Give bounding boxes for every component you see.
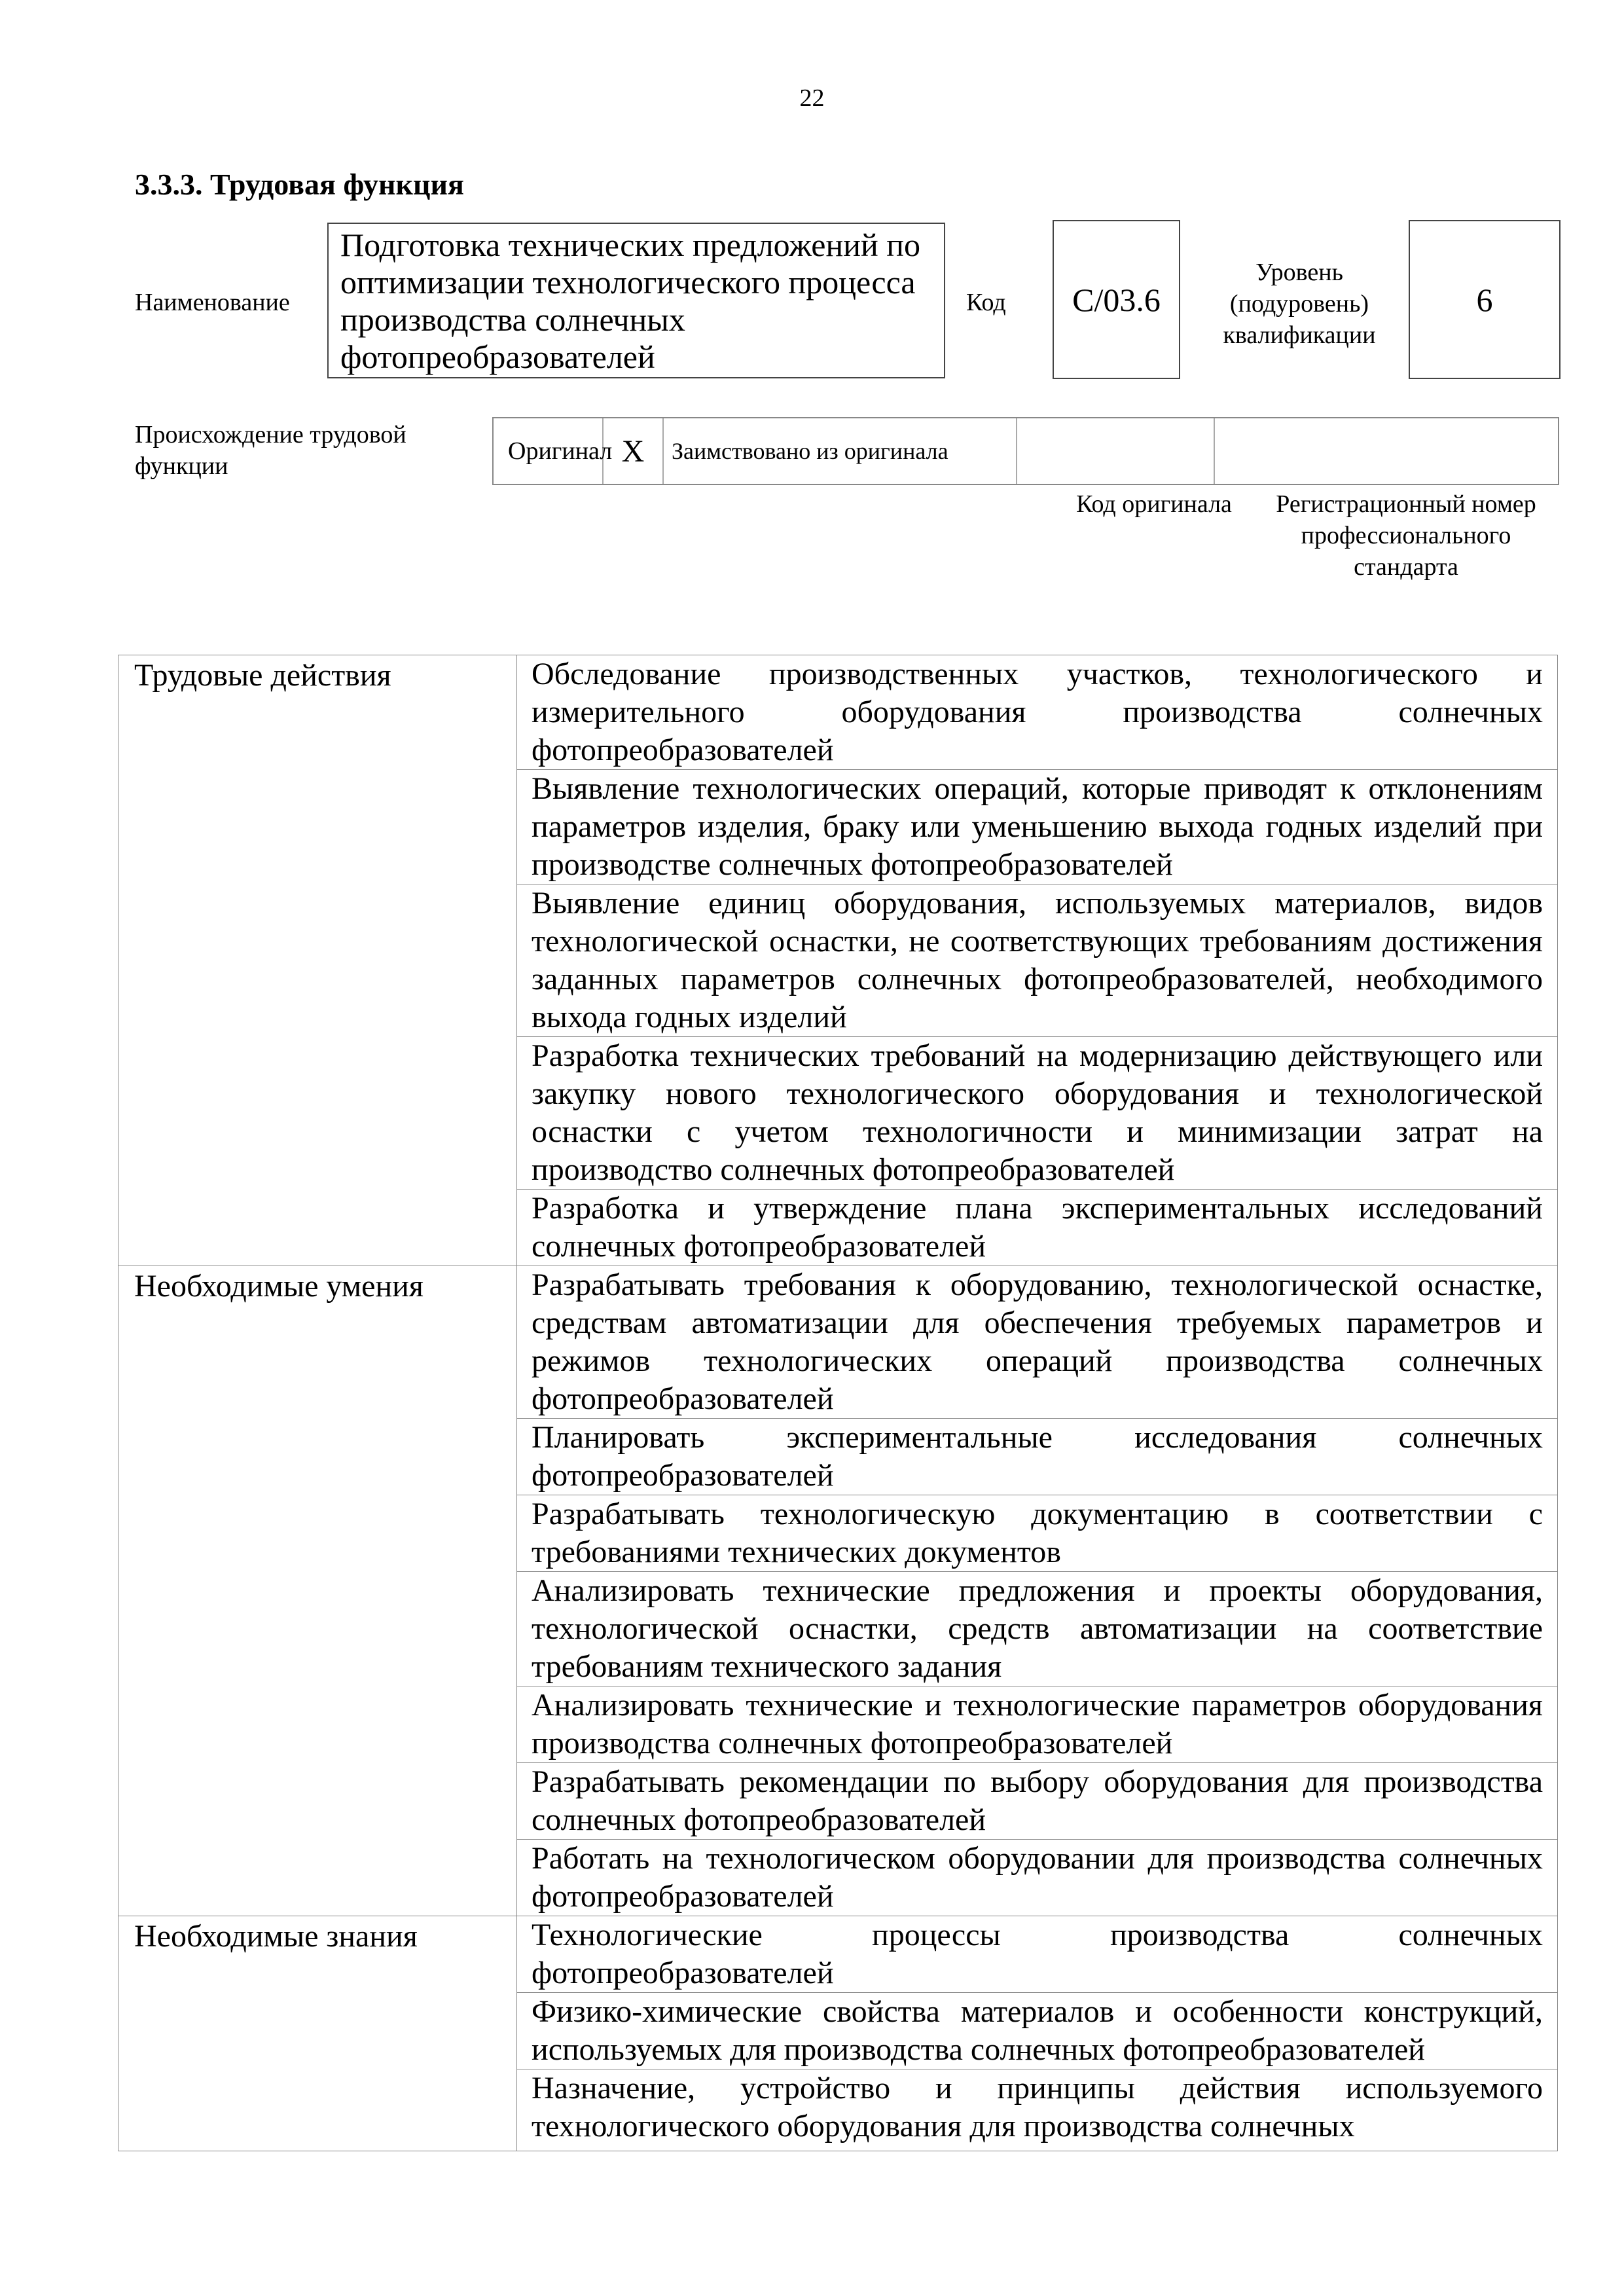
level-value: 6: [1476, 281, 1493, 318]
table-item: Разработка технических требований на модернизацию действующего или закупку нового технологического оборудования и технологической оснастки с учетом технологичности и минимизации затрат на производство солнечных фотопреобразователей: [517, 1037, 1558, 1190]
table-item: Технологические процессы производства солнечных фотопреобразователей: [517, 1916, 1558, 1993]
category-labor-actions: Трудовые действия: [118, 655, 517, 1266]
table-item: Анализировать технические предложения и проекты оборудования, технологической оснастки, средств автоматизации на соответствие требованиям технического задания: [517, 1572, 1558, 1686]
table-item: Разрабатывать технологическую документацию в соответствии с требованиями технических документов: [517, 1495, 1558, 1572]
table-item: Анализировать технические и технологические параметров оборудования производства солнечных фотопреобразователей: [517, 1686, 1558, 1763]
section-title: 3.3.3. Трудовая функция: [135, 168, 464, 201]
name-label: Наименование: [135, 289, 290, 316]
table-item: Планировать экспериментальные исследования солнечных фотопреобразователей: [517, 1419, 1558, 1495]
competency-table: [118, 655, 1558, 2151]
table-item: Назначение, устройство и принципы действия используемого технологического оборудования для производства солнечных: [517, 2069, 1558, 2151]
page-number: 22: [799, 84, 825, 112]
table-item: Выявление единиц оборудования, используемых материалов, видов технологической оснастки, не соответствующих требованиям достижения заданных параметров солнечных фотопреобразователей, необходимого выхода годных изделий: [517, 884, 1558, 1037]
reg-number-label: Регистрационный номер профессионального стандарта: [1276, 490, 1536, 581]
code-label: Код: [966, 289, 1006, 316]
level-label: Уровень (подуровень) квалификации: [1223, 259, 1376, 349]
origin-row: [492, 417, 1559, 485]
original-code-cell: [1017, 418, 1215, 484]
table-row: [118, 655, 1558, 770]
table-item: Обследование производственных участков, технологического и измерительного оборудования производства солнечных фотопреобразователей: [517, 655, 1558, 770]
category-required-knowledge: Необходимые знания: [118, 1916, 517, 2151]
code-value: C/03.6: [1072, 281, 1161, 318]
table-row: [118, 1266, 1558, 1419]
table-item: Разработка и утверждение плана экспериментальных исследований солнечных фотопреобразователей: [517, 1190, 1558, 1266]
origin-label: Происхождение трудовой функции: [135, 421, 406, 480]
table-item: Работать на технологическом оборудовании для производства солнечных фотопреобразователей: [517, 1840, 1558, 1916]
borrowed-label: Заимствовано из оригинала: [664, 418, 1017, 484]
table-item: Разрабатывать рекомендации по выбору оборудования для производства солнечных фотопреобразователей: [517, 1763, 1558, 1840]
code-original-label: Код оригинала: [1076, 490, 1232, 518]
table-row: [118, 1916, 1558, 1993]
function-name-box: Подготовка технических предложений по оптимизации технологического процесса производства солнечных фотопреобразователей: [327, 223, 945, 378]
original-mark: X: [604, 418, 664, 484]
table-body: [118, 655, 1558, 2151]
original-label: Оригинал: [494, 418, 604, 484]
reg-number-cell: [1215, 418, 1558, 484]
table-item: Разрабатывать требования к оборудованию, технологической оснастке, средствам автоматизации для обеспечения требуемых параметров и режимов технологических операций производства солнечных фотопреобразователей: [517, 1266, 1558, 1419]
table-item: Выявление технологических операций, которые приводят к отклонениям параметров изделия, браку или уменьшению выхода годных изделий при производстве солнечных фотопреобразователей: [517, 770, 1558, 884]
code-value-box: [1053, 220, 1180, 379]
table-item: Физико-химические свойства материалов и особенности конструкций, используемых для производства солнечных фотопреобразователей: [517, 1993, 1558, 2069]
category-required-skills: Необходимые умения: [118, 1266, 517, 1916]
level-value-box: [1409, 220, 1561, 379]
